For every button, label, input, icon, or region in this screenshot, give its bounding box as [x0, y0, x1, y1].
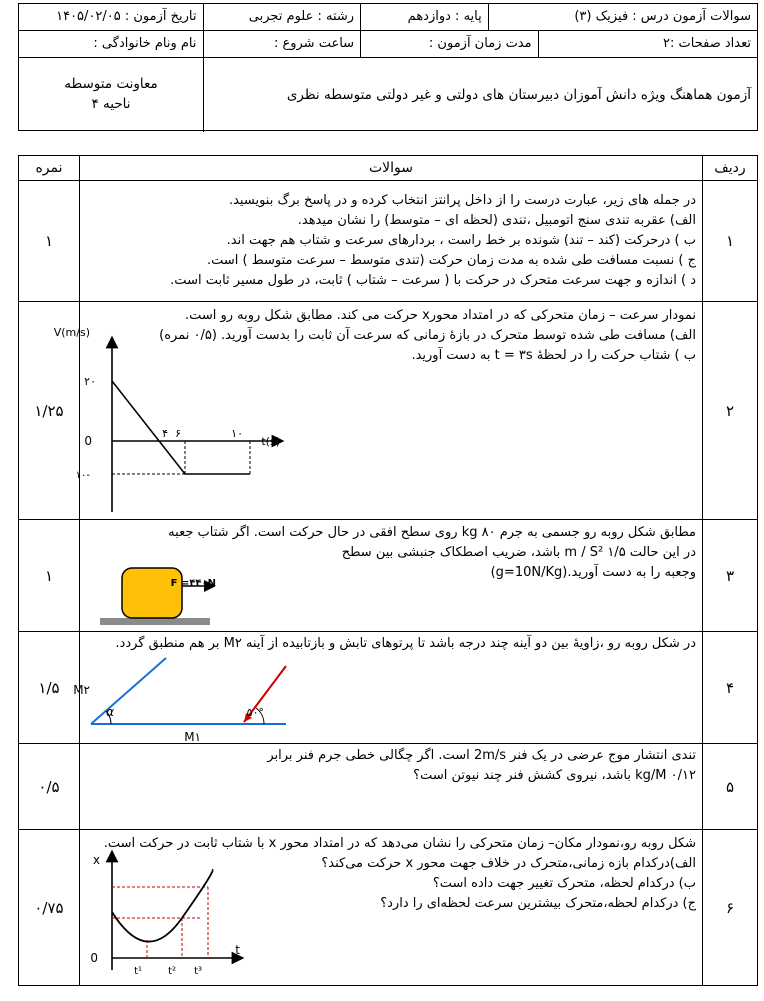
- questions-table: [18, 155, 758, 986]
- question-row-1: [19, 181, 758, 302]
- question-line: ج) درکدام لحظه،متحرک بیشترین سرعت لحظه‌ای را دارد؟: [380, 896, 696, 911]
- position-time-graph: [90, 850, 250, 984]
- page-count: تعداد صفحات :۲: [538, 31, 757, 57]
- mirror-m1-label: M۱: [184, 730, 201, 744]
- col-header-score: نمره: [19, 156, 80, 181]
- exam-description: آزمون هماهنگ ویژه دانش آموزان دبیرستان های دولتی و غیر دولتی متوسطه نظری: [203, 58, 757, 132]
- office-line-2: ناحیه ۴: [91, 96, 131, 112]
- x-axis-label: t(s): [261, 435, 280, 448]
- x-tick-label: t²: [168, 966, 176, 977]
- question-body: [73, 632, 703, 744]
- header-row-3: [19, 58, 757, 132]
- question-line: مطابق شکل روبه رو جسمی به جرم ۸۰ kg روی سطح افقی در حال حرکت است. اگر شتاب جعبه: [168, 525, 696, 540]
- mirror-m2: [91, 658, 166, 724]
- duration: مدت زمان آزمون :: [360, 31, 538, 57]
- x-axis-label: t: [235, 943, 240, 957]
- exam-course: سوالات آزمون درس : فیزیک (۳): [488, 4, 757, 30]
- position-curve: [112, 870, 213, 942]
- col-header-questions: سوالات: [80, 156, 703, 181]
- question-line: ب) درکدام لحظه، متحرک تغییر جهت داده است؟: [432, 876, 696, 891]
- x-tick-label: ۴: [162, 427, 168, 440]
- question-line: الف) عقربه تندی سنج اتومبیل ،تندی (لحظه ای – متوسط) را نشان میدهد.: [297, 213, 696, 228]
- question-line: در جمله های زیر، عبارت درست را از داخل پرانتز انتخاب کرده و در پاسخ برگ بنویسید.: [228, 193, 696, 208]
- question-number: ۲: [703, 302, 758, 520]
- start-time: ساعت شروع :: [203, 31, 361, 57]
- question-line: در شکل روبه رو ،زاویهٔ بین دو آینه چند درجه باشد تا پرتوهای تابش و بازتابیده از آینه M۲ بر هم منطبق گردد.: [115, 636, 696, 651]
- question-line: شکل روبه رو،نمودار مکان– زمان متحرکی را نشان می‌دهد که در امتداد محور x با شتاب ثابت در حرکت است.: [103, 836, 696, 851]
- student-name-field: نام ونام خانوادگی :: [93, 36, 197, 51]
- question-line: ب ) درحرکت (کند – تند) شونده بر خط راست ، بردارهای سرعت و شتاب هم جهت اند.: [226, 233, 696, 248]
- question-score: ۰/۷۵: [19, 830, 80, 986]
- x-tick-label: t³: [194, 966, 202, 977]
- force-label: F =۴۴۰N: [170, 578, 216, 589]
- question-body: [80, 744, 703, 830]
- question-score: ۰/۵: [19, 744, 80, 830]
- y-tick-label: -۱۰: [75, 470, 90, 481]
- question-body: [80, 830, 703, 986]
- question-row-3: [19, 520, 758, 632]
- office-line-1: معاونت متوسطه: [64, 76, 158, 92]
- question-body: [80, 520, 703, 632]
- question-number: ۵: [703, 744, 758, 830]
- box: [122, 568, 182, 618]
- header-row-2: [19, 31, 757, 58]
- question-line: ۰/۱۲ kg/M باشد، نیروی کشش فنر چند نیوتن است؟: [413, 768, 696, 783]
- exam-date: تاریخ آزمون : ۱۴۰۵/۰۲/۰۵: [56, 9, 197, 24]
- question-number: ۳: [703, 520, 758, 632]
- velocity-time-graph: [53, 324, 320, 514]
- question-score: ۱: [19, 520, 80, 632]
- question-row-5: [19, 744, 758, 830]
- question-row-2: [19, 302, 758, 520]
- question-row-4: [19, 632, 758, 744]
- question-line: ب ) شتاب حرکت را در لحظهٔ t = ۳s به دست آورید.: [411, 348, 696, 363]
- field: رشته : علوم تجربی: [203, 4, 361, 30]
- velocity-line: [112, 381, 250, 474]
- question-line: ج ) نسبت مسافت طی شده به مدت زمان حرکت (تندی متوسط – سرعت متوسط ) است.: [206, 253, 696, 268]
- origin-label: 0: [90, 951, 98, 965]
- question-line: الف)درکدام بازه زمانی،متحرک در خلاف جهت محور x حرکت می‌کند؟: [321, 856, 696, 871]
- x-tick-label: t¹: [134, 966, 142, 977]
- mirror-m2-label: M۲: [73, 683, 90, 697]
- alpha-label: α: [106, 705, 114, 719]
- box-force-figure: [100, 560, 290, 630]
- question-row-6: [19, 830, 758, 986]
- question-line: د ) اندازه و جهت سرعت متحرک در حرکت با ( سرعت – شتاب ) ثابت، در طول مسیر ثابت است.: [170, 273, 696, 288]
- question-body: [53, 302, 703, 520]
- question-number: ۱: [703, 181, 758, 302]
- y-axis-label: x: [92, 853, 100, 867]
- question-number: ۴: [703, 632, 758, 744]
- question-line: وجعبه را به دست آورید.(g=10N/Kg): [490, 565, 696, 580]
- table-header-row: [19, 156, 758, 181]
- office-info: [19, 58, 203, 132]
- question-score: ۱/۲۵: [19, 302, 80, 520]
- y-tick-label: ۲۰: [84, 375, 96, 388]
- exam-header: [18, 3, 758, 131]
- angle-value-label: ۵۰°: [246, 706, 264, 719]
- header-row-1: [19, 4, 757, 31]
- y-axis-label: V(m/s): [53, 326, 90, 339]
- mirrors-figure: [73, 656, 306, 744]
- col-header-row: ردیف: [703, 156, 758, 181]
- question-line: در این حالت m / S² ۱/۵ باشد، ضریب اصطکاک جنبشی بین سطح: [341, 545, 696, 560]
- question-score: ۱: [19, 181, 80, 302]
- ground-surface: [100, 618, 210, 625]
- question-number: ۶: [703, 830, 758, 986]
- question-line: تندی انتشار موج عرضی در یک فنر 2m/s است. اگر چگالی خطی جرم فنر برابر: [267, 748, 696, 763]
- x-tick-label: ۶: [175, 427, 181, 440]
- question-body: [80, 181, 703, 302]
- question-line: نمودار سرعت – زمان متحرکی که در امتداد محورx حرکت می کند. مطابق شکل روبه رو است.: [184, 308, 696, 323]
- grade: پایه : دوازدهم: [360, 4, 488, 30]
- x-tick-label: ۱۰: [231, 427, 243, 440]
- origin-label: 0: [84, 434, 92, 448]
- question-score: ۱/۵: [19, 632, 80, 744]
- question-line: الف) مسافت طی شده توسط متحرک در بازهٔ زمانی که سرعت آن ثابت را بدست آورید. (۰/۵ نمره): [159, 328, 696, 343]
